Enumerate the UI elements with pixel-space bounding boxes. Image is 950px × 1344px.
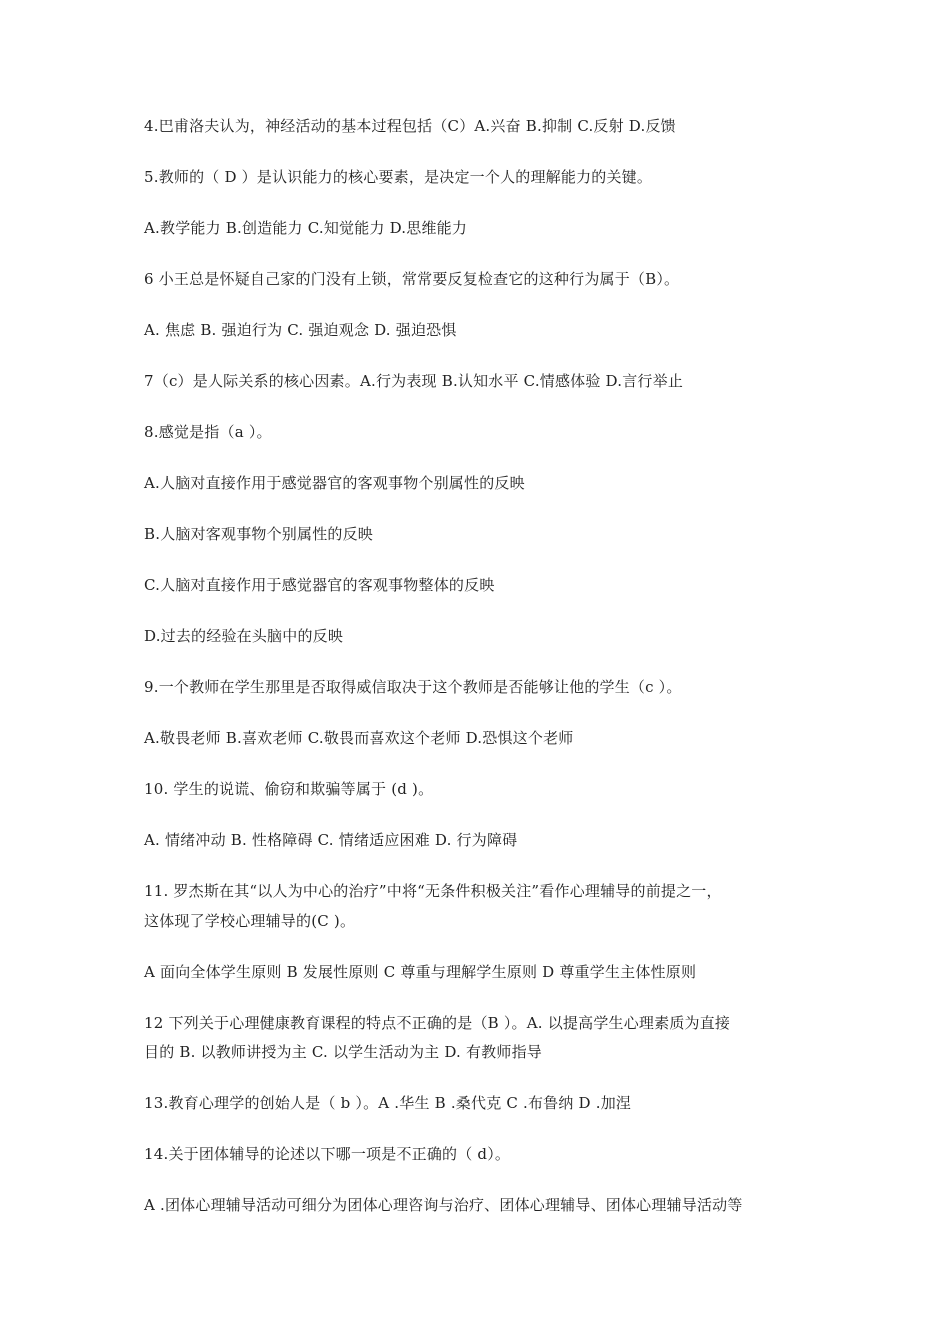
question-6-options: A. 焦虑 B. 强迫行为 C. 强迫观念 D. 强迫恐惧	[144, 321, 457, 339]
question-10-options: A. 情绪冲动 B. 性格障碍 C. 情绪适应困难 D. 行为障碍	[144, 831, 518, 849]
question-10: 10. 学生的说谎、偷窃和欺骗等属于 (d )。	[144, 780, 434, 798]
question-11-line-2: 这体现了学校心理辅导的(C )。	[144, 912, 356, 930]
question-13: 13.教育心理学的创始人是（ b ）。A .华生 B .桑代克 C .布鲁纳 D .加涅	[144, 1094, 632, 1112]
question-11-options: A 面向全体学生原则 B 发展性原则 C 尊重与理解学生原则 D 尊重学生主体性原则	[144, 963, 697, 981]
question-8-option-d: D.过去的经验在头脑中的反映	[144, 627, 344, 645]
question-8: 8.感觉是指（a ）。	[144, 423, 272, 441]
question-14-option-a: A .团体心理辅导活动可细分为团体心理咨询与治疗、团体心理辅导、团体心理辅导活动等	[144, 1196, 743, 1214]
question-5: 5.教师的（ D ）是认识能力的核心要素，是决定一个人的理解能力的关键。	[144, 168, 653, 186]
question-12-line-2: 目的 B. 以教师讲授为主 C. 以学生活动为主 D. 有教师指导	[144, 1043, 542, 1061]
question-8-option-c: C.人脑对直接作用于感觉器官的客观事物整体的反映	[144, 576, 495, 594]
question-14: 14.关于团体辅导的论述以下哪一项是不正确的（ d）。	[144, 1145, 511, 1163]
question-8-option-b: B.人脑对客观事物个别属性的反映	[144, 525, 373, 543]
question-9: 9.一个教师在学生那里是否取得威信取决于这个教师是否能够让他的学生（c ）。	[144, 678, 682, 696]
question-6: 6 小王总是怀疑自己家的门没有上锁，常常要反复检查它的这种行为属于（B）。	[144, 270, 680, 288]
question-12-line-1: 12 下列关于心理健康教育课程的特点不正确的是（B ）。A. 以提高学生心理素质为直接	[144, 1014, 731, 1032]
question-11-line-1: 11. 罗杰斯在其“以人为中心的治疗”中将“无条件积极关注”看作心理辅导的前提之一，	[144, 882, 722, 900]
question-9-options: A.敬畏老师 B.喜欢老师 C.敬畏而喜欢这个老师 D.恐惧这个老师	[144, 729, 574, 747]
question-8-option-a: A.人脑对直接作用于感觉器官的客观事物个别属性的反映	[144, 474, 525, 492]
question-4: 4.巴甫洛夫认为，神经活动的基本过程包括（C）A.兴奋 B.抑制 C.反射 D.反馈	[144, 117, 676, 135]
question-7: 7（c）是人际关系的核心因素。A.行为表现 B.认知水平 C.情感体验 D.言行举止	[144, 372, 684, 390]
question-5-options: A.教学能力 B.创造能力 C.知觉能力 D.思维能力	[144, 219, 468, 237]
